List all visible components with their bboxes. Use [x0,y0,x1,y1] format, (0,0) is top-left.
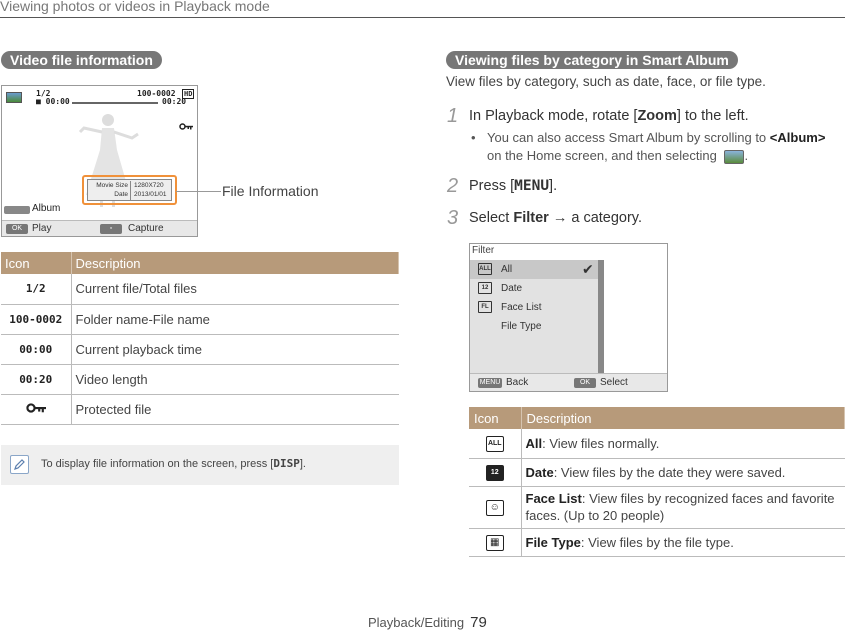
step-3-number: 3 [447,207,459,229]
zoom-key: Zoom [637,108,677,124]
bullet-line-1 [487,130,825,145]
row-description: Protected file [71,394,399,424]
table-header-row [469,407,845,429]
osd-counter: 1/2 [36,89,51,98]
smart-album-table [469,407,845,557]
step-2-text [469,178,557,194]
osd-length: 00:20 [162,97,187,106]
row-icon [1,394,71,424]
table-row [1,364,399,394]
table-header-row [1,252,399,274]
face-list-icon: ☺ [486,500,504,516]
key-icon [179,123,193,130]
osd-elapsed: ■ 00:00 [36,97,70,106]
playback-progress-bar [72,102,158,104]
note-text [41,457,306,470]
row-icon: 00:20 [1,364,71,394]
filter-item-file-type[interactable] [470,317,598,336]
album-label: Album [32,203,61,214]
filter-item-label: Date [501,283,523,294]
callout-line [176,191,221,192]
bullet-dot: • [471,130,476,145]
note-suffix: ]. [299,458,306,470]
step-3-post: → a category. [548,210,643,226]
row-icon [469,458,521,486]
step-3-pre: Select [469,210,514,226]
camera-bottom-bar [2,220,197,236]
filter-screen-title: Filter [472,245,495,256]
filter-item-face-list[interactable] [470,298,598,317]
album-icon [4,206,30,214]
row-description [521,528,845,556]
step-2-pre: Press [ [469,178,515,194]
row-desc: : View files normally. [542,435,660,451]
row-name: Date [525,464,554,480]
file-info-box [87,179,172,201]
menu-key-icon: MENU [479,379,501,386]
bullet-line-1-pre: You can also access Smart Album by scrolling to [487,130,770,145]
row-desc: : View files by recognized faces and favorite faces. (Up to 20 people) [525,491,835,523]
select-label[interactable]: Select [600,377,628,388]
capture-label: Capture [128,223,164,234]
ok-key-icon: OK [6,224,28,234]
face-list-icon: FL [478,301,492,313]
filter-item-date[interactable] [470,279,598,298]
row-icon [469,528,521,556]
table-row [1,394,399,424]
note-box [1,445,399,485]
filter-item-label: Face List [501,302,542,313]
header-icon: Icon [1,252,71,274]
page-header [0,0,845,18]
all-icon: ALL [486,436,504,452]
note-prefix: To display file information on the screen, press [ [41,458,274,470]
thumbnail-icon [6,92,22,103]
intro-text: View files by category, such as date, face, or file type. [446,74,766,89]
info-date-label: Date [114,191,128,198]
album-app-icon [724,150,744,164]
row-name: All [525,435,543,451]
table-row [1,304,399,334]
row-name: Face List [525,491,582,506]
step-2-post: ]. [549,178,558,194]
row-name: File Type [525,534,581,550]
section-title-smart-album: Viewing files by category in Smart Album [446,51,738,69]
info-divider [130,181,131,200]
row-desc: : View files by the date they were saved. [553,464,786,480]
osd-file-name: 100-0002 [137,89,176,98]
page-footer [368,614,487,630]
row-description: Current file/Total files [71,274,399,304]
date-icon: 12 [478,282,492,294]
table-row [1,334,399,364]
section-title-video-info: Video file information [1,51,162,69]
info-date-value: 2013/01/01 [134,191,167,198]
footer-label: Playback/Editing [368,615,465,630]
step-2-number: 2 [447,175,459,197]
row-description [521,458,845,486]
filter-scrollbar[interactable] [598,260,604,373]
key-icon [25,403,47,413]
row-desc: : View files by the file type. [580,534,734,550]
row-description: Folder name-File name [71,304,399,334]
play-label: Play [32,223,52,234]
filter-item-label: File Type [501,321,542,332]
row-icon [469,429,521,458]
date-icon: 12 [486,465,504,481]
info-size-label: Movie Size [96,182,128,189]
filter-screen [469,243,668,392]
step-1-text [469,108,749,124]
page-number: 79 [470,614,487,630]
filter-item-label: All [501,264,513,275]
filter-bottom-bar [470,373,667,391]
table-row [469,528,845,556]
page-header-title: Viewing photos or videos in Playback mode [0,0,270,14]
file-type-icon: ▦ [486,535,504,551]
step-1-post: ] to the left. [676,108,749,124]
row-description: Video length [71,364,399,394]
filter-key: Filter [513,210,549,226]
table-row [469,429,845,458]
back-label[interactable]: Back [506,377,529,388]
ok-key-icon: OK [574,378,596,388]
file-information-callout: File Information [222,183,319,199]
step-3-text [469,210,642,226]
row-icon: 100-0002 [1,304,71,334]
step-1-pre: In Playback mode, rotate [ [469,108,638,124]
osd-elapsed-time: 00:00 [45,97,70,106]
table-row [469,486,845,528]
osd-resolution-badge: HD [184,90,193,98]
bullet-line-2: on the Home screen, and then selecting . [487,148,749,163]
table-row [1,274,399,304]
header-description: Description [71,252,399,274]
camera-screen-video [1,85,198,237]
info-size-value: 1280X720 [134,182,164,189]
bullet-line-2-text: on the Home screen, and then selecting [487,148,717,163]
step-1-number: 1 [447,105,459,127]
table-row [469,458,845,486]
row-icon: 1/2 [1,274,71,304]
row-icon [469,486,521,528]
album-key: <Album> [769,130,826,145]
row-description [521,486,845,528]
filter-item-all[interactable] [470,260,598,279]
row-description: Current playback time [71,334,399,364]
menu-key: MENU [514,178,550,194]
row-icon: 00:00 [1,334,71,364]
header-icon: Icon [469,407,521,429]
shutter-key-icon: ▫ [100,224,122,234]
row-description [521,429,845,458]
all-icon: ALL [478,263,492,275]
video-info-table [1,252,399,425]
header-description: Description [521,407,845,429]
disp-key: DISP [273,457,300,470]
checkmark-icon: ✔ [582,261,594,277]
note-pencil-icon [10,455,29,474]
